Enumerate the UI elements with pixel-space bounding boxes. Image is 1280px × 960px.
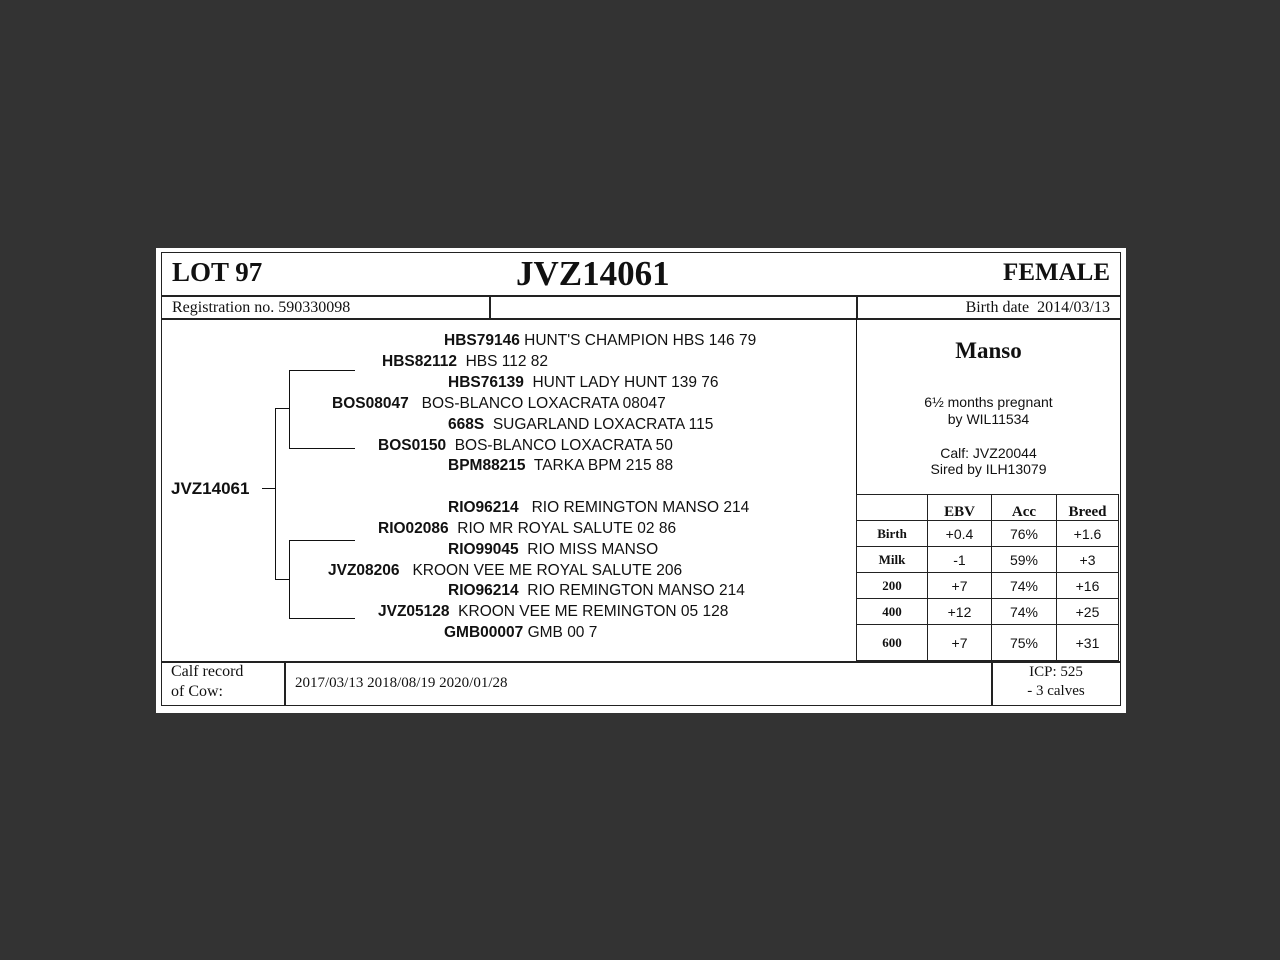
ebv-row-label: 400 [856,598,928,625]
pedigree-dam-dam-dam: GMB00007 GMB 00 7 [444,624,598,641]
middle-cell [489,295,858,320]
lot-card [156,248,1126,713]
birth-date-label: Birth date [965,299,1030,316]
pedigree-line [275,408,289,409]
pedigree-sire-sire-dam: HBS76139 HUNT LADY HUNT 139 76 [448,374,719,391]
ebv-corner-cell [856,494,928,521]
pedigree-sire-sire-sire: HBS79146 HUNT'S CHAMPION HBS 146 79 [444,332,757,349]
registration-line [172,299,350,317]
calf-id-line: Calf: JVZ20044 [940,445,1037,461]
ebv-row-label: 600 [856,624,928,661]
birth-date-line [966,299,1110,317]
registration-number: 590330098 [278,299,351,316]
ebv-breed-avg: +31 [1056,624,1119,661]
ebv-value: +12 [927,598,992,625]
ebv-row-label: 200 [856,572,928,599]
pedigree-line [262,488,275,489]
ebv-accuracy: 59% [991,546,1057,573]
pedigree-line [275,408,276,579]
ebv-header-breed: Breed [1056,494,1119,521]
ebv-value: +0.4 [927,520,992,547]
pedigree-subject: JVZ14061 [171,479,250,498]
calf-record-label-line2: of Cow: [171,683,223,700]
registration-label: Registration no. [172,299,275,316]
breed-name: Manso [955,338,1022,363]
pregnancy-line1: 6½ months pregnant [924,394,1053,410]
calf-sire-line: Sired by ILH13079 [930,461,1047,477]
pedigree-sire-sire: HBS82112 HBS 112 82 [382,353,549,370]
pedigree-sire: BOS08047 BOS-BLANCO LOXACRATA 08047 [332,395,666,412]
pedigree-line [289,540,355,541]
pedigree-sire-dam-dam: BPM88215 TARKA BPM 215 88 [448,457,674,474]
ebv-breed-avg: +16 [1056,572,1119,599]
pedigree-line [289,540,290,618]
pedigree-sire-dam-sire: 668S SUGARLAND LOXACRATA 115 [448,416,714,433]
pedigree-dam-dam: JVZ05128 KROON VEE ME REMINGTON 05 128 [378,603,729,620]
pedigree-dam-sire-sire: RIO96214 RIO REMINGTON MANSO 214 [448,499,750,516]
pedigree-line [289,618,355,619]
ebv-row-label: Birth [856,520,928,547]
ebv-breed-avg: +1.6 [1056,520,1119,547]
ebv-accuracy: 76% [991,520,1057,547]
ebv-value: -1 [927,546,992,573]
birth-date-value: 2014/03/13 [1037,299,1110,316]
calf-record-label-line1: Calf record [171,663,244,680]
lot-number: LOT 97 [172,257,263,287]
ebv-accuracy: 74% [991,572,1057,599]
pedigree-line [289,370,355,371]
ebv-value: +7 [927,572,992,599]
ebv-breed-avg: +25 [1056,598,1119,625]
calf-count: - 3 calves [1027,683,1085,699]
pedigree-line [289,370,290,448]
pedigree-line [289,448,355,449]
ebv-accuracy: 75% [991,624,1057,661]
pedigree-sire-dam: BOS0150 BOS-BLANCO LOXACRATA 50 [378,437,673,454]
pedigree-dam-dam-sire: RIO96214 RIO REMINGTON MANSO 214 [448,582,745,599]
ebv-accuracy: 74% [991,598,1057,625]
icp-value: ICP: 525 [1029,664,1083,680]
sex-label: FEMALE [1003,259,1110,286]
animal-id-title: JVZ14061 [516,254,670,293]
pedigree-dam-sire-dam: RIO99045 RIO MISS MANSO [448,541,659,558]
ebv-header-ebv: EBV [927,494,992,521]
pedigree-line [275,579,289,580]
pregnancy-line2: by WIL11534 [947,411,1030,427]
pedigree-dam-sire: RIO02086 RIO MR ROYAL SALUTE 02 86 [378,520,677,537]
ebv-value: +7 [927,624,992,661]
ebv-header-acc: Acc [991,494,1057,521]
ebv-breed-avg: +3 [1056,546,1119,573]
ebv-row-label: Milk [856,546,928,573]
pedigree-dam: JVZ08206 KROON VEE ME ROYAL SALUTE 206 [328,562,683,579]
calf-record-dates: 2017/03/13 2018/08/19 2020/01/28 [295,675,508,691]
